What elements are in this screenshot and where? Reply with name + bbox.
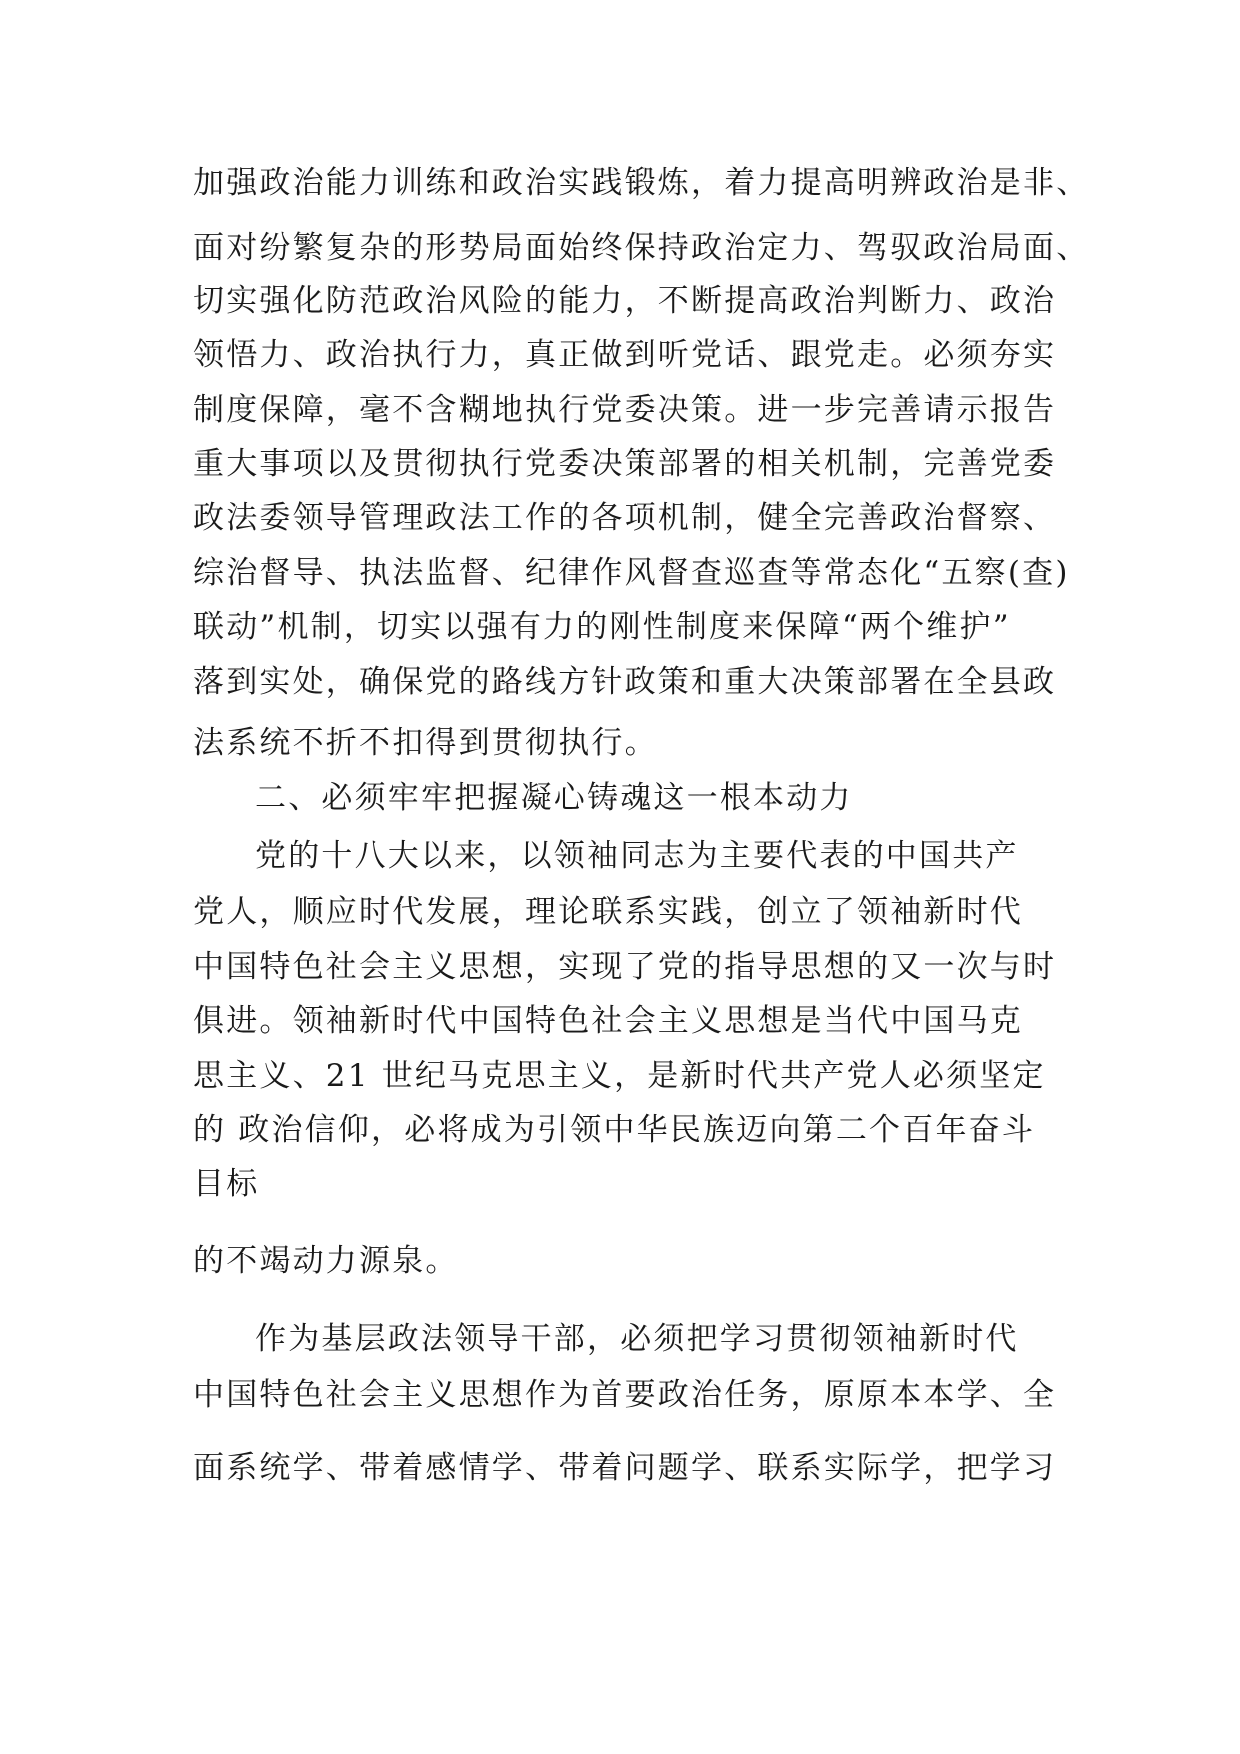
paragraph-line: 中国特色社会主义思想作为首要政治任务，原原本本学、全 [193,1377,1057,1413]
paragraph-line: 的不竭动力源泉。 [193,1243,459,1279]
paragraph-line: 俱进。领袖新时代中国特色社会主义思想是当代中国马克 [193,1003,1023,1039]
paragraph-line: 加强政治能力训练和政治实践锻炼，着力提高明辨政治是非、 [193,165,1090,201]
paragraph-line: 党的十八大以来，以领袖同志为主要代表的中国共产 [255,838,1019,874]
paragraph-line: 领悟力、政治执行力，真正做到听党话、跟党走。必须夯实 [193,337,1057,373]
paragraph-line: 的 政治信仰，必将成为引领中华民族迈向第二个百年奋斗 [193,1112,1036,1148]
paragraph-line: 落到实处，确保党的路线方针政策和重大决策部署在全县政 [193,664,1057,700]
paragraph-line: 作为基层政法领导干部，必须把学习贯彻领袖新时代 [255,1321,1019,1357]
paragraph-line: 制度保障，毫不含糊地执行党委决策。进一步完善请示报告 [193,392,1057,428]
paragraph-line: 党人，顺应时代发展，理论联系实践，创立了领袖新时代 [193,894,1023,930]
paragraph-line: 综治督导、执法监督、纪律作风督查巡查等常态化“五察(查) [193,555,1070,591]
paragraph-line: 目标 [193,1166,260,1202]
paragraph-line: 重大事项以及贯彻执行党委决策部署的相关机制，完善党委 [193,446,1057,482]
paragraph-line: 面系统学、带着感情学、带着问题学、联系实际学，把学习 [193,1450,1057,1486]
paragraph-line: 中国特色社会主义思想，实现了党的指导思想的又一次与时 [193,949,1057,985]
paragraph-line: 联动”机制，切实以强有力的刚性制度来保障“两个维护” [193,609,1011,645]
paragraph-line: 法系统不折不扣得到贯彻执行。 [193,725,658,761]
paragraph-line: 思主义、21 世纪马克思主义，是新时代共产党人必须坚定 [193,1058,1046,1094]
paragraph-line: 切实强化防范政治风险的能力，不断提高政治判断力、政治 [193,283,1057,319]
paragraph-line: 政法委领导管理政法工作的各项机制，健全完善政治督察、 [193,500,1057,536]
paragraph-line: 面对纷繁复杂的形势局面始终保持政治定力、驾驭政治局面、 [193,230,1090,266]
section-heading: 二、必须牢牢把握凝心铸魂这一根本动力 [255,780,853,816]
